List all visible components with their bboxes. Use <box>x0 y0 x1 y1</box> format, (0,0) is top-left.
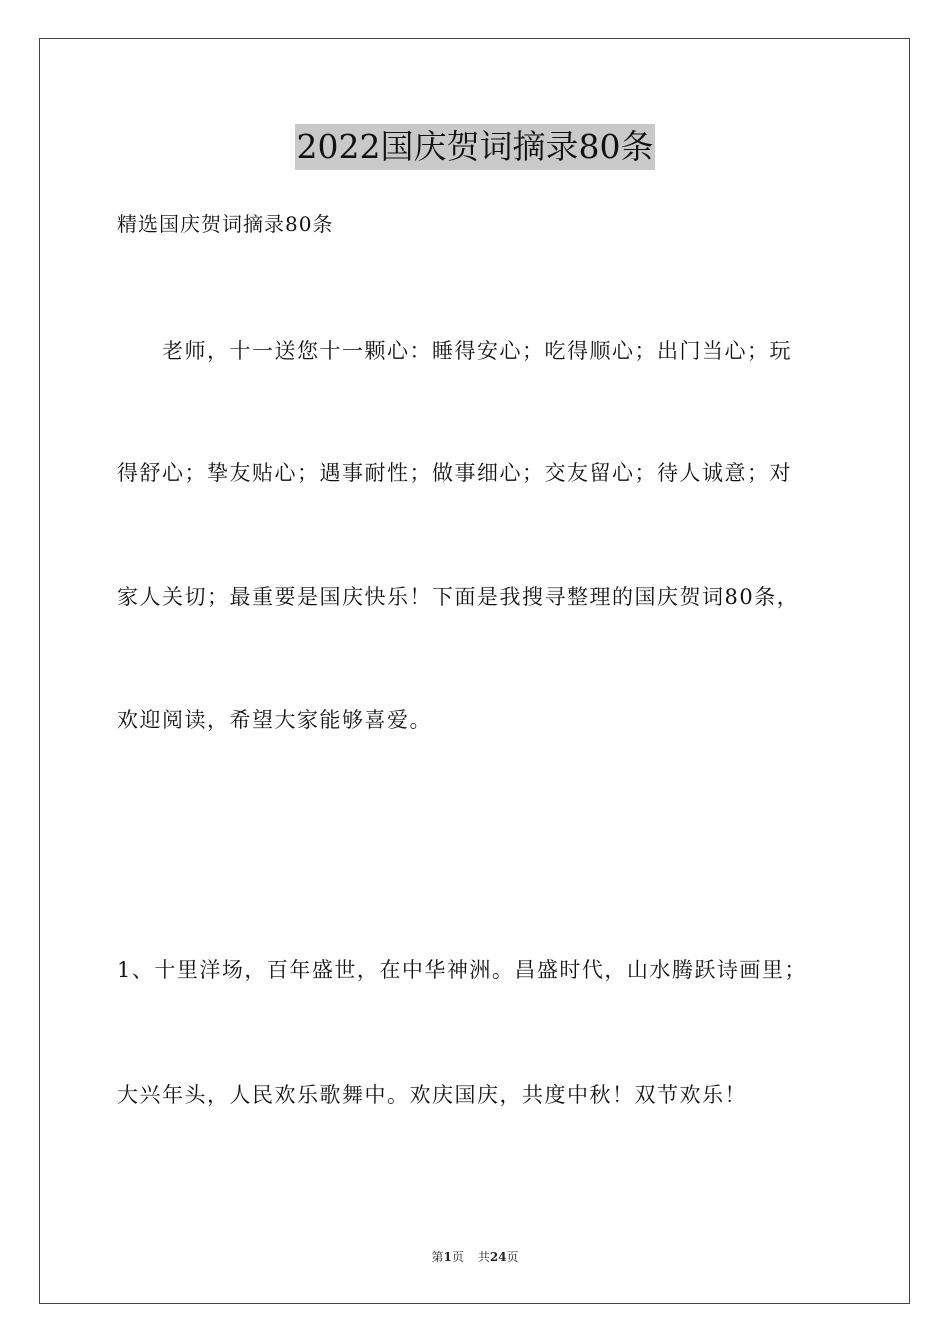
footer-page-number: 1 <box>443 1250 452 1264</box>
footer-total-suffix: 页 <box>506 1250 519 1264</box>
footer-total-prefix: 共 <box>477 1250 490 1264</box>
footer-page-prefix: 第 <box>431 1250 444 1264</box>
paragraph-line: 得舒心；挚友贴心；遇事耐性；做事细心；交友留心；待人诚意；对 <box>117 461 792 485</box>
footer-total-pages: 24 <box>489 1250 507 1264</box>
paragraph-line: 1、十里洋场，百年盛世，在中华神洲。昌盛时代，山水腾跃诗画里； <box>117 958 807 982</box>
paragraph-line: 家人关切；最重要是国庆快乐！下面是我搜寻整理的国庆贺词80条， <box>117 585 800 609</box>
paragraph-line: 老师，十一送您十一颗心：睡得安心；吃得顺心；出门当心；玩 <box>162 339 792 363</box>
paragraph-line: 大兴年头，人民欢乐歌舞中。欢庆国庆，共度中秋！双节欢乐！ <box>117 1083 747 1107</box>
page-footer <box>0 1248 950 1266</box>
document-title: 2022国庆贺词摘录80条 <box>295 124 656 170</box>
paragraph-line: 欢迎阅读，希望大家能够喜爱。 <box>117 708 432 732</box>
title-container <box>0 124 950 170</box>
footer-page-suffix: 页 <box>451 1250 464 1264</box>
document-subtitle: 精选国庆贺词摘录80条 <box>117 212 334 236</box>
